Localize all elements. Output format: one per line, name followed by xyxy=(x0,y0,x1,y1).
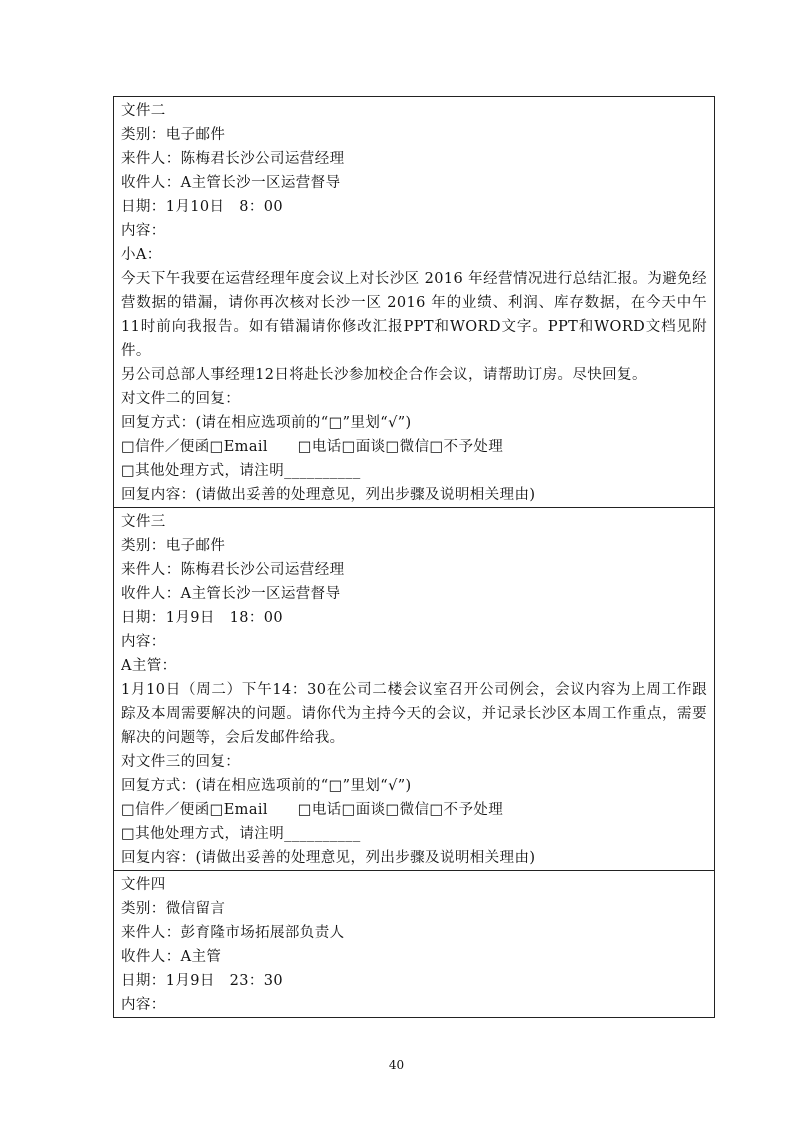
file3-reply-other-option[interactable]: □其他处理方式，请注明__________ xyxy=(121,826,361,842)
file2-recipient: 收件人：A主管长沙一区运营督导 xyxy=(121,175,341,191)
file3-sender: 来件人：陈梅君长沙公司运营经理 xyxy=(121,562,345,578)
file3-reply-content: 回复内容：(请做出妥善的处理意见，列出步骤及说明相关理由) xyxy=(121,850,536,866)
file2-date: 日期：1月10日 8：00 xyxy=(121,199,284,215)
file4-content-label: 内容： xyxy=(121,997,166,1013)
file2-title: 文件二 xyxy=(121,103,166,119)
file2-content-label: 内容： xyxy=(121,223,166,239)
file2-section xyxy=(114,97,714,507)
file2-reply-options[interactable]: □信件／便函□Email □电话□面谈□微信□不予处理 xyxy=(121,439,504,455)
file4-sender: 来件人：彭育隆市场拓展部负责人 xyxy=(121,925,345,941)
file2-type: 类别：电子邮件 xyxy=(121,127,226,143)
file3-reply-method: 回复方式：(请在相应选项前的“□”里划“√”) xyxy=(121,778,412,794)
file2-sender: 来件人：陈梅君长沙公司运营经理 xyxy=(121,151,345,167)
file2-reply-method: 回复方式：(请在相应选项前的“□”里划“√”) xyxy=(121,415,412,431)
file4-date: 日期：1月9日 23：30 xyxy=(121,973,284,989)
file3-date: 日期：1月9日 18：00 xyxy=(121,610,284,626)
file2-reply-content: 回复内容：(请做出妥善的处理意见，列出步骤及说明相关理由) xyxy=(121,487,536,503)
file2-reply-title: 对文件二的回复： xyxy=(121,391,241,407)
file2-body-paragraph: 今天下午我要在运营经理年度会议上对长沙区 2016 年经营情况进行总结汇报。为避免经营数据的错漏，请你再次核对长沙一区 2016 年的业绩、利润、库存数据，在今天中午11时前向我报告。如有错漏请你修改汇报PPT和WORD文字。PPT和WORD文档见附件。 xyxy=(121,271,707,359)
file3-greeting: A主管： xyxy=(121,658,177,674)
file2-body-paragraph-2: 另公司总部人事经理12日将赴长沙参加校企合作会议，请帮助订房。尽快回复。 xyxy=(121,367,647,383)
file4-title: 文件四 xyxy=(121,877,166,893)
file4-section xyxy=(114,870,714,1017)
file3-reply-options[interactable]: □信件／便函□Email □电话□面谈□微信□不予处理 xyxy=(121,802,504,818)
file3-reply-title: 对文件三的回复： xyxy=(121,754,241,770)
file2-greeting: 小A： xyxy=(121,247,162,263)
file3-title: 文件三 xyxy=(121,514,166,530)
page-number: 40 xyxy=(388,1058,405,1072)
file4-type: 类别：微信留言 xyxy=(121,901,226,917)
file4-recipient: 收件人：A主管 xyxy=(121,949,222,965)
document-table xyxy=(113,96,715,1018)
file3-section xyxy=(114,507,714,870)
file2-reply-other-option[interactable]: □其他处理方式，请注明__________ xyxy=(121,463,361,479)
file3-content-label: 内容： xyxy=(121,634,166,650)
file3-body-paragraph: 1月10日（周二）下午14：30在公司二楼会议室召开公司例会，会议内容为上周工作跟踪及本周需要解决的问题。请你代为主持今天的会议，并记录长沙区本周工作重点，需要解决的问题等，会后发邮件给我。 xyxy=(121,682,707,746)
file3-recipient: 收件人：A主管长沙一区运营督导 xyxy=(121,586,341,602)
file3-type: 类别：电子邮件 xyxy=(121,538,226,554)
